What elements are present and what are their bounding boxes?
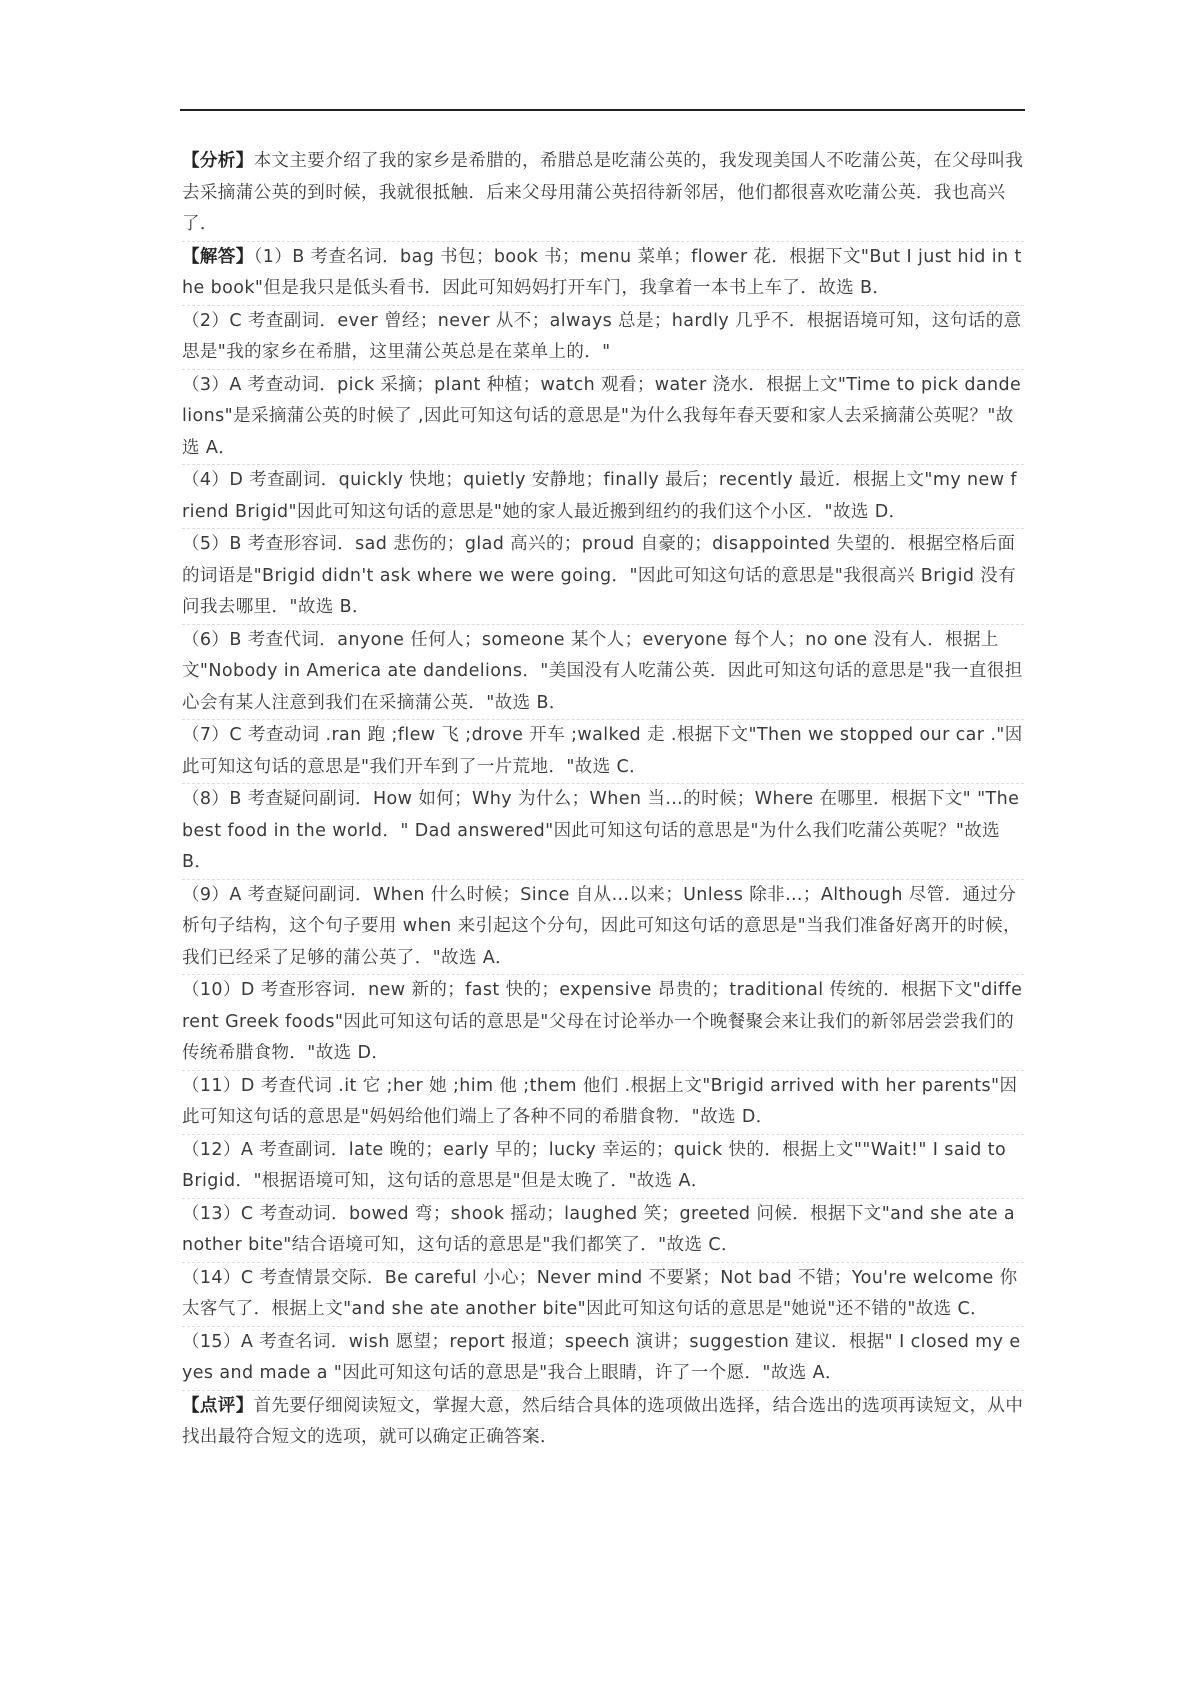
answer-item-text: （9）A 考查疑问副词．When 什么时候；Since 自从…以来；Unless 除非…；Although 尽管．通过分析句子结构，这个句子要用 when 来引起这个分句，因此可知这句话的意思是"当我们准备好离开的时候，我们已经采了足够的蒲公英了．"故选 A． [182, 884, 1021, 968]
answer-item-7 [182, 720, 1024, 784]
answer-item-text: （14）C 考查情景交际．Be careful 小心；Never mind 不要紧；Not bad 不错；You're welcome 你太客气了．根据上文"and she ate another bite"因此可知这句话的意思是"她说"还不错的"故选 C． [182, 1267, 1018, 1319]
answer-item-5 [182, 529, 1024, 625]
answer-item-text: （4）D 考查副词．quickly 快地；quietly 安静地；finally 最后；recently 最近．根据上文"my new friend Brigid"因此可知这句话的意思是"她的家人最近搬到纽约的我们这个小区．"故选 D． [182, 470, 1017, 522]
answer-item-text: （12）A 考查副词．late 晚的；early 早的；lucky 幸运的；quick 快的．根据上文""Wait!" I said to Brigid．"根据语境可知，这句话的意思是"但是太晚了．"故选 A． [182, 1139, 1007, 1191]
answer-item-14 [182, 1263, 1024, 1327]
answer-item-text: （7）C 考查动词 .ran 跑 ;flew 飞 ;drove 开车 ;walked 走 .根据下文"Then we stopped our car ."因此可知这句话的意思是"我们开车到了一片荒地．"故选 C． [182, 725, 1023, 777]
answer-item-12 [182, 1135, 1024, 1199]
answer-item-text: （5）B 考查形容词．sad 悲伤的；glad 高兴的；proud 自豪的；disappointed 失望的．根据空格后面的词语是"Brigid didn't ask where we were going．"因此可知这句话的意思是"我很高兴 Brigid 没有问我去哪里．"故选 B． [182, 534, 1017, 617]
answer-item-1 [182, 242, 1024, 306]
answer-item-text: （11）D 考查代词 .it 它 ;her 她 ;him 他 ;them 他们 .根据上文"Brigid arrived with her parents"因此可知这句话的意思是"妈妈给他们端上了各种不同的希腊食物．"故选 D． [182, 1075, 1018, 1127]
answer-item-text: （13）C 考查动词．bowed 弯；shook 摇动；laughed 笑；greeted 问候．根据下文"and she ate another bite"结合语境可知，这句话的意思是"我们都笑了．"故选 C． [182, 1203, 1016, 1255]
answer-item-13 [182, 1199, 1024, 1263]
answer-item-15 [182, 1327, 1024, 1391]
answer-item-8 [182, 784, 1024, 880]
comment-tag: 【点评】 [182, 1395, 254, 1416]
header-rule [180, 109, 1025, 111]
analysis-tag: 【分析】 [182, 151, 254, 171]
answer-item-text: （2）C 考查副词．ever 曾经；never 从不；always 总是；hardly 几乎不．根据语境可知，这句话的意思是"我的家乡在希腊，这里蒲公英总是在菜单上的．" [182, 310, 1022, 362]
answer-item-text: （6）B 考查代词．anyone 任何人；someone 某个人；everyone 每个人；no one 没有人．根据上文"Nobody in America ate dandelions．"美国没有人吃蒲公英．因此可知这句话的意思是"我一直很担心会有某人注意到我们在采摘蒲公英．"故选 B． [182, 629, 1023, 713]
answer-item-11 [182, 1071, 1024, 1135]
answer-item-text: （15）A 考查名词．wish 愿望；report 报道；speech 演讲；suggestion 建议．根据" I closed my eyes and made a "因此可知这句话的意思是"我合上眼睛，许了一个愿．"故选 A． [182, 1331, 1021, 1383]
answer-item-2 [182, 306, 1024, 370]
answer-item-text: （8）B 考查疑问副词．How 如何；Why 为什么；When 当…的时候；Where 在哪里．根据下文" "The best food in the world．" Dad answered"因此可知这句话的意思是"为什么我们吃蒲公英呢？"故选 B． [182, 789, 1020, 872]
answer-item-text: （10）D 考查形容词．new 新的；fast 快的；expensive 昂贵的；traditional 传统的．根据下文"different Greek foods"因此可知这句话的意思是"父母在讨论举办一个晚餐聚会来让我们的新邻居尝尝我们的传统希腊食物．"故选 D． [182, 980, 1023, 1063]
answer-item-6 [182, 625, 1024, 721]
analysis-paragraph [182, 146, 1024, 242]
answer-tag: 【解答】 [182, 246, 254, 267]
comment-paragraph [182, 1391, 1024, 1454]
answer-item-9 [182, 880, 1024, 976]
document-body [182, 146, 1024, 1454]
comment-text: 首先要仔细阅读短文，掌握大意，然后结合具体的选项做出选择，结合选出的选项再读短文，从中找出最符合短文的选项，就可以确定正确答案． [182, 1395, 1024, 1447]
answer-item-10 [182, 975, 1024, 1071]
answer-item-text: （1）B 考查名词．bag 书包；book 书；menu 菜单；flower 花．根据下文"But I just hid in the book"但是我只是低头看书．因此可知妈妈打开车门，我拿着一本书上车了．故选 B． [182, 246, 1022, 298]
answer-item-4 [182, 465, 1024, 529]
analysis-text: 本文主要介绍了我的家乡是希腊的，希腊总是吃蒲公英的，我发现美国人不吃蒲公英，在父母叫我去采摘蒲公英的到时候，我就很抵触．后来父母用蒲公英招待新邻居，他们都很喜欢吃蒲公英．我也高兴了． [182, 151, 1024, 234]
answer-item-text: （3）A 考查动词．pick 采摘；plant 种植；watch 观看；water 浇水．根据上文"Time to pick dandelions"是采摘蒲公英的时候了 ,因此可知这句话的意思是"为什么我每年春天要和家人去采摘蒲公英呢？"故选 A． [182, 374, 1022, 458]
answer-item-3 [182, 370, 1024, 466]
